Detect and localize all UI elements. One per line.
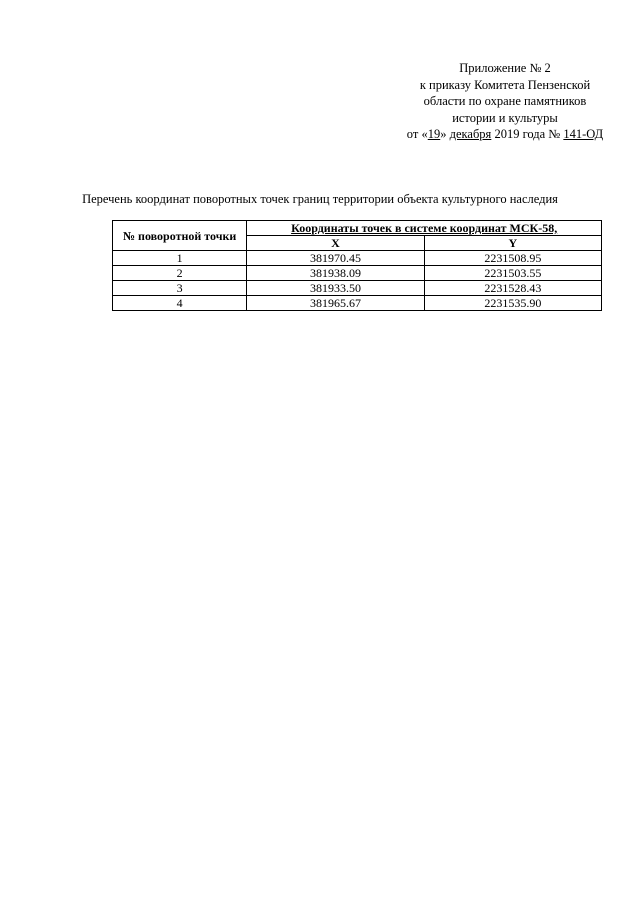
appendix-header [360, 60, 640, 143]
date-day: 19 [427, 127, 441, 141]
cell-x: 381938.09 [247, 266, 424, 281]
cell-y: 2231508.95 [424, 251, 601, 266]
order-number: 141-ОД [563, 127, 604, 141]
date-month: декабря [449, 127, 492, 141]
header-point-number: № поворотной точки [113, 221, 247, 251]
cell-y: 2231503.55 [424, 266, 601, 281]
coordinates-table [112, 220, 602, 311]
date-year: 2019 года № [491, 127, 564, 141]
table-row [113, 251, 602, 266]
header-coordinates-label: Координаты точек в системе координат МСК-58, [291, 220, 558, 235]
cell-x: 381965.67 [247, 296, 424, 311]
cell-x: 381970.45 [247, 251, 424, 266]
cell-point: 4 [113, 296, 247, 311]
table-row [113, 296, 602, 311]
appendix-date-line [360, 126, 640, 143]
cell-y: 2231535.90 [424, 296, 601, 311]
cell-x: 381933.50 [247, 281, 424, 296]
cell-point: 3 [113, 281, 247, 296]
appendix-committee: области по охране памятников [423, 94, 587, 108]
header-coordinates [247, 221, 602, 236]
cell-y: 2231528.43 [424, 281, 601, 296]
table-row [113, 281, 602, 296]
cell-point: 1 [113, 251, 247, 266]
appendix-order-ref: к приказу Комитета Пензенской [419, 77, 591, 92]
date-quote: » [440, 127, 450, 141]
header-x: X [247, 236, 424, 251]
date-prefix: от « [406, 127, 428, 141]
cell-point: 2 [113, 266, 247, 281]
header-y: Y [424, 236, 601, 251]
table-row [113, 266, 602, 281]
appendix-committee-cont: истории и культуры [452, 110, 558, 125]
appendix-number: Приложение № 2 [459, 61, 551, 75]
document-title: Перечень координат поворотных точек границ территории объекта культурного наследия [82, 192, 558, 206]
